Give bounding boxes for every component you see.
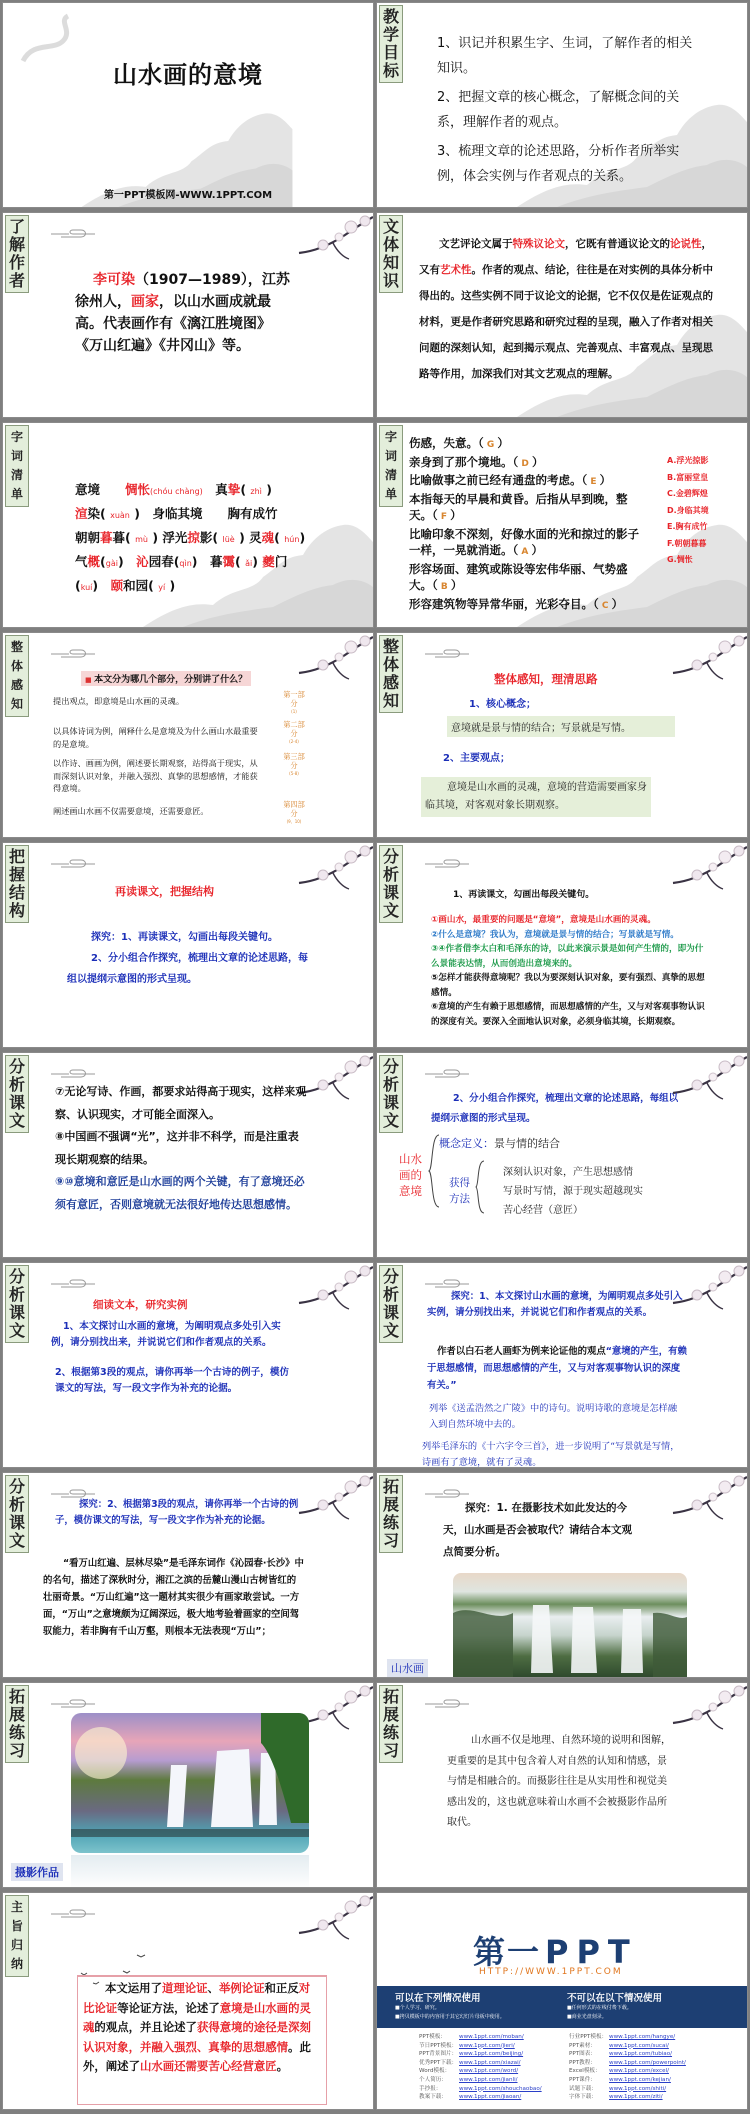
slide-3-author[interactable] bbox=[2, 212, 374, 418]
part-summary: 提出观点，即意境是山水画的灵魂。 bbox=[53, 696, 185, 706]
resource-link-row bbox=[569, 2085, 739, 2094]
presentation-title: 山水画的意境 bbox=[113, 61, 263, 89]
matching-question bbox=[409, 596, 649, 615]
vocabulary-segment: 沁 bbox=[136, 554, 149, 569]
vocabulary-segment: 魂 bbox=[261, 530, 275, 545]
vocabulary-segment: hún bbox=[284, 535, 300, 544]
summary-segment: 获得意境的途径是深刻认识对象，并融入强烈、真挚的思想感情 bbox=[83, 2020, 311, 2054]
vocabulary-segment: ) bbox=[165, 578, 176, 593]
slide-20-brand-info[interactable] bbox=[376, 1892, 748, 2110]
resource-link-row bbox=[419, 2042, 569, 2051]
part-range: (5-8) bbox=[289, 771, 299, 776]
vocabulary-line bbox=[75, 575, 365, 599]
core-concept-heading: 1、核心概念； bbox=[469, 699, 536, 710]
genre-highlight: 特殊议论文 bbox=[512, 238, 565, 250]
vocabulary-segment: ) bbox=[252, 554, 263, 569]
resource-link[interactable]: www.1ppt.com/kejian/ bbox=[609, 2076, 671, 2083]
section-tag: 整体感知 bbox=[5, 635, 29, 717]
section-tag: 了解作者 bbox=[5, 215, 29, 293]
resource-label: PPT课件： bbox=[569, 2076, 596, 2083]
summary-segment: 的观点，并且论述了 bbox=[94, 2020, 197, 2034]
vocabulary-segment: 渲 bbox=[75, 506, 88, 521]
slide-heading: 细读文本，研究实例 bbox=[93, 1299, 188, 1311]
vocabulary-segment: gài bbox=[105, 559, 118, 568]
resource-link-row bbox=[569, 2093, 739, 2102]
vocabulary-segment: 暮 bbox=[100, 530, 113, 545]
matching-question bbox=[409, 526, 649, 561]
section-tag: 字词清单 bbox=[379, 425, 403, 507]
section-tag: 字词清单 bbox=[5, 425, 29, 507]
resource-link[interactable]: www.1ppt.com/jiaoan/ bbox=[459, 2094, 522, 2101]
resource-label: 个人简历： bbox=[419, 2076, 447, 2083]
method-item: 苦心经营（意匠） bbox=[503, 1205, 583, 1216]
answer-2: 列举《送孟浩然之广陵》中的诗句。说明诗歌的意境是怎样融入到自然环境中去的。 bbox=[429, 1403, 678, 1430]
summary-segment: 。 bbox=[276, 2059, 289, 2073]
matching-question bbox=[409, 491, 649, 526]
vocabulary-segment: 概 bbox=[87, 554, 101, 569]
resource-link[interactable]: www.1ppt.com/xiazai/ bbox=[459, 2059, 521, 2066]
part-summary: 以作诗、画画为例，阐述要长期观察，站得高于现实，从而深刻认识对象，并融入强烈、真挚的思想感情，才能获得意境。 bbox=[53, 758, 258, 793]
cloud-decoration-icon bbox=[425, 1697, 471, 1709]
slide-9-grasp-structure[interactable] bbox=[2, 842, 374, 1048]
can-use-title: 可以在下列情况使用 bbox=[395, 1993, 481, 2004]
vocabulary-segment: 颐 bbox=[110, 578, 124, 593]
cloud-decoration-icon bbox=[51, 1907, 97, 1919]
brand-url: HTTP://WWW.1PPT.COM bbox=[479, 1967, 623, 1977]
answer-letter: D bbox=[518, 458, 532, 469]
resource-link[interactable]: www.1ppt.com/hangye/ bbox=[609, 2034, 676, 2040]
summary-segment: 山水画还需要苦心经营意匠 bbox=[139, 2059, 277, 2073]
question-text: ） bbox=[450, 578, 463, 592]
photo-reflection bbox=[71, 1855, 309, 1888]
section-tag: 分析课文 bbox=[5, 1475, 29, 1553]
author-profession: 画家 bbox=[131, 294, 159, 310]
answer-letter: A bbox=[518, 547, 532, 557]
brand-logo: 第一 PPT bbox=[473, 1933, 638, 1971]
key-sentence-6: ⑥意境的产生有赖于思想感情，而思想感情的产生，又与对客观事物认识的深度有关。要深入全面地认识对象，必须身临其境，长期观察。 bbox=[431, 1002, 705, 1027]
resource-link-row bbox=[419, 2059, 569, 2068]
vocabulary-segment: ) 暮 bbox=[191, 554, 223, 569]
resource-label: 行业PPT模板： bbox=[569, 2034, 608, 2040]
extension-answer: 山水画不仅是地理、自然环境的说明和图解，更重要的是其中包含着人对自然的认知和情感，景与情是相融合的。而摄影往往是从实用性和视觉美感出发的，这也就意味着山水画不会被摄影作品所取代。 bbox=[447, 1735, 671, 1828]
question-text: ） bbox=[531, 543, 543, 557]
slide-4-genre[interactable] bbox=[376, 212, 748, 418]
slide-11-key-sentences-cont[interactable] bbox=[2, 1052, 374, 1258]
matching-question bbox=[409, 454, 649, 473]
matching-options bbox=[667, 453, 737, 569]
answer-letter: F bbox=[437, 512, 451, 522]
vocabulary-segment: ( bbox=[274, 530, 285, 545]
summary-segment: 对比论证 bbox=[83, 1981, 311, 2015]
resource-link[interactable]: www.1ppt.com/word/ bbox=[459, 2068, 519, 2075]
answer-letter: C bbox=[598, 600, 612, 611]
resource-link[interactable]: www.1ppt.com/ziti/ bbox=[609, 2094, 663, 2101]
magnolia-branch-icon bbox=[293, 633, 373, 685]
vocabulary-segment: 暮( bbox=[112, 530, 136, 545]
section-tag: 分析课文 bbox=[379, 1265, 403, 1343]
vocabulary-segment: 掠 bbox=[187, 530, 200, 545]
resource-link-row bbox=[419, 2033, 569, 2042]
slide-17-photograph[interactable] bbox=[2, 1682, 374, 1888]
resource-link[interactable]: www.1ppt.com/moban/ bbox=[459, 2034, 524, 2040]
photo-caption: 摄影作品 bbox=[11, 1863, 63, 1881]
part-range: (2-4) bbox=[289, 739, 299, 744]
resource-label: 手抄报： bbox=[419, 2085, 442, 2092]
vocabulary-segment: ( bbox=[235, 554, 246, 569]
key-sentence-1: ①画山水，最重要的问题是“意境”，意境是山水画的灵魂。 bbox=[431, 915, 656, 925]
part-label-text: 第四部分 bbox=[283, 800, 305, 818]
study-question: 探究：2、根据第3段的观点，请你再举一个古诗的例子，模仿课文的写法，写一段文字作为补充的论据。 bbox=[55, 1499, 299, 1526]
method-item: 深刻认识对象，产生思想感情 bbox=[503, 1167, 633, 1178]
resource-link-row bbox=[419, 2067, 569, 2076]
vocabulary-segment: ( bbox=[100, 554, 106, 569]
vocabulary-segment: 惆怅 bbox=[125, 482, 151, 497]
cloud-decoration-icon bbox=[51, 647, 97, 659]
vocabulary-segment: 真 bbox=[202, 482, 228, 497]
vocabulary-segment: ) bbox=[92, 578, 111, 593]
magnolia-branch-icon bbox=[293, 213, 373, 265]
question-text: 比喻做事之前已经有通盘的考虑。（ bbox=[409, 473, 588, 487]
slide-16-extension-question[interactable] bbox=[376, 1472, 748, 1678]
sample-answer: “看万山红遍、层林尽染”是毛泽东词作《沁园春·长沙》中的名句，描述了深秋时分，湘江之滨的岳麓山漫山古树皆红的壮丽奇景。“万山红遍”这一题材其实很少有画家敢尝试。一方面，“万山”之意境颇为辽阔深远，极大地考验着画家的空间驾驭能力，若非胸有千山万壑，则根本无法表现“万山”； bbox=[43, 1558, 304, 1637]
resource-link-row bbox=[419, 2085, 569, 2094]
study-question: 1、本文探讨山水画的意境，为阐明观点多处引入实例，请分别找出来，并说说它们和作者观点的关系。 bbox=[51, 1321, 281, 1348]
vocabulary-segment: 挚 bbox=[227, 482, 241, 497]
definition-row: 概念定义：景与情的结合 bbox=[439, 1137, 560, 1150]
part-label-text: 第三部分 bbox=[283, 752, 305, 770]
cloud-decoration-icon bbox=[425, 647, 471, 659]
magnolia-branch-icon bbox=[293, 843, 373, 895]
summary-segment: 举例论证 bbox=[218, 1981, 265, 1995]
answer-3: 列举毛泽东的《十六字令三首》，进一步说明了“写景就是写情，诗画有了意境，就有了灵魂。 bbox=[422, 1441, 680, 1468]
vocabulary-segment: (chóu chàng) bbox=[150, 487, 203, 496]
genre-text: ，它既有普通议论文的 bbox=[565, 238, 670, 250]
objective-item: 3、梳理文章的论述思路，分析作者所举实例，体会实例与作者观点的关系。 bbox=[437, 144, 680, 184]
study-question: 2、根据第3段的观点，请你再举一个古诗的例子，模仿课文的写法，写一段文字作为补充的论据。 bbox=[55, 1367, 290, 1394]
vocabulary-segment: 意境 bbox=[75, 482, 126, 497]
cloud-decoration-icon bbox=[51, 227, 97, 239]
part-label bbox=[283, 721, 305, 747]
slide-7-structure[interactable]: 整体感知 ■ 本文分为哪几个部分，分别讲了什么？ 提出观点，即意境是山水画的灵魂。 第一部分 (1) 以具体诗词为例，阐释什么是意境及为什么画山水最重要的是意境。 第二部分 (2-4) 以作诗、画画为例，阐述要长期观察，站得高于现实，从而深刻认识对象，并融入强烈、真挚的思想感情，才能获得意境。 第三部分 (5-8) 阐述画山水画不仅需要意境，还需要意匠。 第四部分 (9、10) bbox=[2, 632, 374, 838]
slide-18-extension-answer[interactable] bbox=[376, 1682, 748, 1888]
summary-segment: 等论证方法，论述了 bbox=[117, 2000, 220, 2015]
section-tag: 文体知识 bbox=[379, 215, 403, 293]
summary-segment: 。此外，阐述了 bbox=[83, 2039, 311, 2073]
key-sentence-7: ⑦无论写诗、作画，都要求站得高于现实，这样来观察、认识现实，才可能全面深入。 bbox=[55, 1085, 307, 1121]
part-summary: 以具体诗词为例，阐释什么是意境及为什么画山水最重要的是意境。 bbox=[53, 726, 258, 749]
question-text: 本指每天的早晨和黄昏。后指从早到晚，整天。（ bbox=[409, 491, 628, 522]
part-range: (9、10) bbox=[286, 819, 302, 824]
matching-question bbox=[409, 435, 649, 454]
main-idea-text: 意境是山水画的灵魂，意境的营造需要画家身临其境，对客观对象长期观察。 bbox=[421, 777, 651, 817]
vocabulary-segment: 染( bbox=[87, 506, 111, 521]
cloud-decoration-icon bbox=[425, 1067, 471, 1079]
author-years: （1907—1989），江苏徐州人， bbox=[75, 272, 290, 310]
answer-1: 作者以白石老人画虾为例来论证他的观点“意境的产生，有赖于思想感情，而思想感情的产生，又与对客观事物认识的深度有关。” bbox=[427, 1346, 687, 1391]
slide-heading: 整体感知，理清思路 bbox=[494, 672, 598, 686]
genre-text: 文艺评论文属于 bbox=[439, 238, 513, 250]
slide-1-title[interactable] bbox=[2, 2, 374, 208]
cloud-decoration-icon bbox=[51, 1277, 97, 1289]
section-tag: 分析课文 bbox=[5, 1265, 29, 1343]
key-sentence-9-10: ⑨⑩意境和意匠是山水画的两个关键，有了意境还必须有意匠，否则意境就无法很好地传达思想感情。 bbox=[55, 1175, 305, 1211]
resource-link[interactable]: www.1ppt.com/shiti/ bbox=[609, 2085, 667, 2092]
vocabulary-line bbox=[75, 479, 365, 503]
slide-8-overview[interactable] bbox=[376, 632, 748, 838]
resource-label: Excel模板： bbox=[569, 2068, 601, 2075]
part-summary: 阐述画山水画不仅需要意境，还需要意匠。 bbox=[53, 806, 209, 816]
links-left bbox=[419, 2033, 569, 2102]
summary-segment: 和正反 bbox=[264, 1981, 299, 1995]
vocabulary-segment: ) 浮光 bbox=[147, 530, 188, 545]
objective-item: 1、识记并积累生字、生词，了解作者的相关知识。 bbox=[437, 36, 693, 76]
matching-question bbox=[409, 472, 649, 491]
magnolia-branch-icon bbox=[667, 843, 747, 895]
cloud-decoration-icon bbox=[51, 1697, 97, 1709]
matching-option: F.朝朝暮暮 bbox=[667, 538, 707, 548]
vocabulary-segment: 霭 bbox=[222, 554, 236, 569]
resource-link-row bbox=[569, 2033, 739, 2042]
key-sentence-8: ⑧中国画不强调“光”，这并非不科学，而是注重表现长期观察的结果。 bbox=[55, 1130, 299, 1166]
vocabulary-line bbox=[75, 503, 365, 527]
cannot-use-item: ■任何形式的在线付费下载。 bbox=[567, 2005, 632, 2011]
resource-link-row bbox=[419, 2076, 569, 2085]
resource-link-row bbox=[419, 2050, 569, 2059]
part-range: (1) bbox=[291, 709, 297, 714]
section-tag: 分析课文 bbox=[379, 1055, 403, 1133]
part-label bbox=[283, 753, 305, 779]
author-description: ，以山水画成就最高。代表画作有《漓江胜境图》《万山红遍》《井冈山》等。 bbox=[75, 294, 271, 354]
resource-label: PPT教程： bbox=[569, 2059, 596, 2066]
vocabulary-segment: ) 身临其境 胸有成竹 bbox=[129, 506, 278, 521]
cannot-use-title: 不可以在以下情况使用 bbox=[567, 1993, 663, 2004]
resource-label: PPT背景图片： bbox=[419, 2051, 458, 2058]
matching-option: E.胸有成竹 bbox=[667, 522, 708, 531]
key-sentence-2: ②什么是意境？我认为，意境就是景与情的结合；写景就是写情。 bbox=[431, 929, 679, 940]
genre-highlight: 艺术性 bbox=[440, 264, 472, 276]
magnolia-branch-icon bbox=[293, 1893, 373, 1945]
vocabulary-segment: kuí bbox=[80, 583, 93, 592]
magnolia-branch-icon bbox=[667, 1683, 747, 1735]
slide-10-key-sentences[interactable] bbox=[376, 842, 748, 1048]
matching-option: A.浮光掠影 bbox=[667, 456, 709, 465]
vocabulary-segment: ( bbox=[75, 578, 81, 593]
vocabulary-segment: qìn bbox=[179, 559, 192, 568]
part-label-text: 第一部分 bbox=[283, 690, 305, 708]
resource-link[interactable]: www.1ppt.com/excel/ bbox=[609, 2068, 669, 2075]
magnolia-branch-icon bbox=[667, 633, 747, 685]
answer-letter: B bbox=[437, 582, 451, 592]
question-text: ） bbox=[611, 596, 624, 611]
resource-label: 优秀PPT下载： bbox=[419, 2059, 458, 2066]
brace-icon bbox=[474, 1159, 486, 1215]
cloud-decoration-icon bbox=[425, 857, 471, 869]
question-text: 伤感，失意。（ bbox=[409, 436, 484, 450]
section-tag: 整体感知 bbox=[379, 635, 403, 713]
vocabulary-segment: 朝朝 bbox=[75, 530, 101, 545]
vocabulary-segment: ǎi bbox=[245, 559, 253, 568]
waterfall-shape-icon bbox=[453, 1573, 687, 1677]
vocabulary-segment: ( bbox=[240, 482, 251, 497]
diagram-root: 山水画的意境 bbox=[399, 1152, 422, 1198]
matching-question bbox=[409, 561, 649, 596]
magnolia-branch-icon bbox=[667, 1473, 747, 1525]
slide-5-vocabulary[interactable] bbox=[2, 422, 374, 628]
question-text: 比喻印象不深刻，好像水面的光和掠过的影子一样，一晃就消逝。（ bbox=[409, 526, 639, 557]
painting-caption: 山水画 bbox=[387, 1659, 428, 1677]
resource-label: PPT图表： bbox=[569, 2051, 596, 2058]
slide-heading: 2、分小组合作探究，梳理出文章的论述思路，每组以提纲示意图的形式呈现。 bbox=[431, 1093, 679, 1124]
slide-14-example-answers[interactable] bbox=[376, 1262, 748, 1468]
section-tag: 分析课文 bbox=[5, 1055, 29, 1133]
slide-heading: 1、再读课文，勾画出每段关键句。 bbox=[453, 890, 595, 900]
resource-link-row bbox=[569, 2059, 739, 2068]
key-sentence-5: ⑤怎样才能获得意境呢？我以为要深刻认识对象，要有强烈、真挚的思想感情。 bbox=[431, 973, 705, 998]
resource-link[interactable]: www.1ppt.com/sucai/ bbox=[609, 2042, 669, 2049]
question-text: 亲身到了那个境地。（ bbox=[409, 454, 519, 469]
resource-link[interactable]: www.1ppt.com/powerpoint/ bbox=[609, 2059, 686, 2066]
summary-segment: 道理论证 bbox=[161, 1981, 208, 1995]
question-text: 形容场面、建筑或陈设等宏伟华丽、气势盛大。（ bbox=[409, 561, 628, 592]
method-item: 写景时写情，源于现实超越现实 bbox=[503, 1186, 643, 1197]
resource-link[interactable]: www.1ppt.com/jianli/ bbox=[459, 2076, 518, 2083]
resource-label: PPT素材： bbox=[569, 2042, 596, 2049]
resource-label: 教案下载： bbox=[419, 2094, 447, 2101]
usage-banner bbox=[377, 1986, 748, 2028]
task-line: 2、分小组合作探究，梳理出文章的论述思路，每组以提纲示意图的形式呈现。 bbox=[67, 953, 308, 985]
matching-option: D.身临其境 bbox=[667, 505, 709, 515]
core-concept-text: 意境就是景与情的结合；写景就是写情。 bbox=[447, 716, 675, 737]
cloud-decoration-icon bbox=[425, 1277, 471, 1289]
question-text: ） bbox=[599, 473, 612, 487]
resource-label: PPT模板： bbox=[419, 2034, 446, 2040]
vocabulary-list bbox=[75, 479, 365, 599]
resource-link-row bbox=[419, 2093, 569, 2102]
resource-label: 节日PPT模板： bbox=[419, 2042, 458, 2049]
study-question: 探究：1. 在摄影技术如此发达的今天，山水画是否会被取代？请结合本文观点简要分析。 bbox=[443, 1502, 632, 1558]
question-text: 形容建筑物等异常华丽，光彩夺目。（ bbox=[409, 596, 599, 611]
waterfall-shape-icon bbox=[71, 1713, 309, 1853]
question-text: ） bbox=[532, 454, 544, 469]
resource-label: 试题下载： bbox=[569, 2085, 597, 2092]
study-question: 探究：1、本文探讨山水画的意境，为阐明观点多处引入实例，请分别找出来，并说说它们和作者观点的关系。 bbox=[427, 1291, 683, 1318]
vocabulary-segment: xuàn bbox=[110, 511, 130, 520]
resource-link[interactable]: www.1ppt.com/shouchaobao/ bbox=[459, 2085, 542, 2092]
key-sentence-3: ③④作者借李太白和毛泽东的诗，以此来演示景是如何产生情的，即为什么景能表达情，从而创造出意境来的。 bbox=[431, 944, 704, 969]
slide-15-supplement-example[interactable] bbox=[2, 1472, 374, 1678]
task-line: 探究：1、再读课文，勾画出每段关键句。 bbox=[91, 932, 278, 943]
part-label bbox=[283, 801, 305, 827]
author-name: 李可染 bbox=[93, 272, 135, 288]
waterfall-photograph bbox=[71, 1713, 309, 1853]
indent bbox=[83, 1981, 105, 1995]
summary-segment: 意境是山水画的灵魂 bbox=[83, 2000, 311, 2034]
summary-text bbox=[83, 1979, 319, 2077]
vocabulary-line bbox=[75, 551, 365, 575]
slide-13-study-examples[interactable] bbox=[2, 1262, 374, 1468]
matching-option: B.富丽堂皇 bbox=[667, 472, 709, 482]
vocabulary-segment: 和园( bbox=[123, 578, 159, 593]
cannot-use-item: ■商业光盘刻录。 bbox=[567, 2014, 607, 2020]
answer-letter: G bbox=[483, 440, 498, 450]
resource-link-row bbox=[569, 2067, 739, 2076]
resource-label: Word模板： bbox=[419, 2068, 451, 2075]
summary-segment: 本文运用了 bbox=[105, 1981, 162, 1995]
genre-text: 。作者的观点、结论，往往是在对实例的具体分析中得出的。这些实例不同于议论文的论据，它不仅仅是佐证观点的材料，更是作者研究思路和研究过程的呈现，融入了作者对相关问题的深刻认知，起到揭示观点、完善观点、丰富观点、呈现思路等作用，加深我们对其文艺观点的理解。 bbox=[419, 264, 713, 380]
part-label bbox=[283, 691, 305, 717]
section-tag: 拓展练习 bbox=[5, 1685, 29, 1763]
method-label: 获得方法 bbox=[449, 1177, 470, 1205]
vocabulary-segment: 园春( bbox=[148, 554, 180, 569]
vocabulary-segment: 影( bbox=[199, 530, 223, 545]
resource-link-row bbox=[569, 2050, 739, 2059]
question-text: ） bbox=[497, 436, 509, 450]
genre-highlight: 论说性 bbox=[670, 238, 702, 250]
slide-19-summary[interactable] bbox=[2, 1892, 374, 2110]
vocabulary-segment: lüè bbox=[222, 535, 235, 544]
vocabulary-segment: yí bbox=[158, 583, 166, 592]
resource-link[interactable]: www.1ppt.com/tubiao/ bbox=[609, 2051, 673, 2058]
section-tag: 拓展练习 bbox=[379, 1475, 403, 1553]
answer-letter: E bbox=[587, 477, 600, 487]
part-label-text: 第二部分 bbox=[283, 720, 305, 738]
vocabulary-segment: ) bbox=[299, 530, 306, 545]
matching-questions bbox=[409, 435, 649, 614]
slide-2-objectives[interactable] bbox=[376, 2, 748, 208]
vocabulary-segment: 气 bbox=[75, 554, 88, 569]
vocabulary-segment: mù bbox=[135, 535, 148, 544]
slide-12-outline-diagram[interactable] bbox=[376, 1052, 748, 1258]
presentation-subtitle: 第一PPT模板网-WWW.1PPT.COM bbox=[103, 190, 273, 201]
section-tag: 把握结构 bbox=[5, 845, 29, 923]
vocabulary-segment: 门 bbox=[274, 554, 288, 569]
resource-link[interactable]: www.1ppt.com/beijing/ bbox=[459, 2051, 524, 2058]
vocabulary-segment: zhì bbox=[250, 487, 262, 496]
vocabulary-line bbox=[75, 527, 365, 551]
summary-segment: 、 bbox=[207, 1981, 219, 1995]
slide-6-matching[interactable] bbox=[376, 422, 748, 628]
cloud-decoration-icon bbox=[51, 1067, 97, 1079]
slide-heading: 再读课文，把握结构 bbox=[115, 885, 214, 898]
genre-text: ，又有 bbox=[419, 238, 712, 276]
ink-landscape-painting bbox=[453, 1573, 687, 1677]
resource-link[interactable]: www.1ppt.com/jieri/ bbox=[459, 2042, 515, 2049]
resource-label: 字体下载： bbox=[569, 2094, 597, 2101]
question-text: ） bbox=[450, 508, 462, 522]
objective-item: 2、把握文章的核心概念，了解概念间的关系，理解作者的观点。 bbox=[437, 90, 680, 130]
vocabulary-segment: ) bbox=[117, 554, 137, 569]
section-tag: 分析课文 bbox=[379, 845, 403, 923]
can-use-item: ■个人学习、研究。 bbox=[395, 2005, 440, 2011]
vocabulary-segment: 夔 bbox=[262, 554, 275, 569]
section-tag: 拓展练习 bbox=[379, 1685, 403, 1763]
question-heading: 本文分为哪几个部分，分别讲了什么？ bbox=[94, 675, 248, 685]
section-tag: 主旨归纳 bbox=[5, 1895, 29, 1977]
section-tag: 教学目标 bbox=[379, 5, 403, 83]
can-use-item: ■拷贝模板中的内容用于其它幻灯片母板中使用。 bbox=[395, 2014, 505, 2020]
cloud-decoration-icon bbox=[51, 857, 97, 869]
matching-option: C.金碧辉煌 bbox=[667, 489, 708, 498]
main-idea-heading: 2、主要观点； bbox=[443, 753, 510, 764]
resource-link-row bbox=[569, 2042, 739, 2051]
resource-link-row bbox=[569, 2076, 739, 2085]
vocabulary-segment: ) 灵 bbox=[234, 530, 262, 545]
vocabulary-segment: ) bbox=[261, 482, 272, 497]
magnolia-branch-icon bbox=[293, 1263, 373, 1315]
links-right bbox=[569, 2033, 739, 2102]
matching-option: G.惆怅 bbox=[667, 555, 693, 564]
